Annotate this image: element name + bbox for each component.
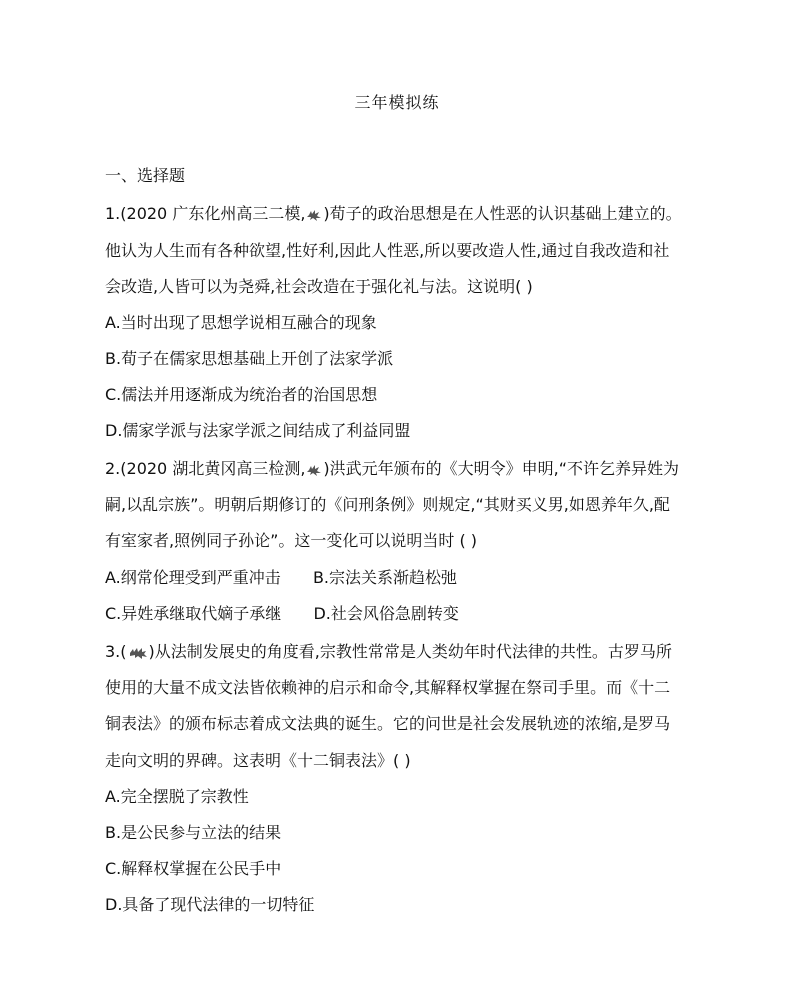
question-2-line-2: 嗣,以乱宗族”。明朝后期修订的《问刑条例》则规定,“其财买义男,如恩养年久,配	[105, 495, 670, 514]
question-1-option-b[interactable]: B.荀子在儒家思想基础上开创了法家学派	[105, 349, 394, 368]
question-2-options-row-2	[105, 603, 459, 625]
question-3-option-d[interactable]: D.具备了现代法律的一切特征	[105, 895, 315, 914]
question-3-line-2: 使用的大量不成文法皆依赖神的启示和命令,其解释权掌握在祭司手里。而《十二	[105, 678, 671, 697]
question-1-option-c[interactable]: C.儒法并用逐渐成为统治者的治国思想	[105, 385, 378, 404]
question-2-stem-start: )洪武元年颁布的《大明令》申明,“不许乞养异姓为	[323, 459, 680, 478]
question-2-option-c[interactable]: C.异姓承继取代嫡子承继	[105, 604, 282, 623]
question-3-stem-start: )从法制发展史的角度看,宗教性常常是人类幼年时代法律的共性。古罗马所	[148, 642, 672, 661]
question-1-line-2: 他认为人生而有各种欲望,性好利,因此人性恶,所以要改造人性,通过自我改造和社	[105, 241, 670, 260]
question-1-stem-start: )荀子的政治思想是在人性恶的认识基础上建立的。	[323, 204, 682, 223]
question-1-option-a[interactable]: A.当时出现了思想学说相互融合的现象	[105, 313, 377, 332]
question-1-line-3: 会改造,人皆可以为尧舜,社会改造在于强化礼与法。这说明( )	[105, 277, 533, 296]
question-2-option-d[interactable]: D.社会风俗急剧转变	[313, 604, 459, 623]
question-2-option-b[interactable]: B.宗法关系渐趋松弛	[312, 568, 458, 587]
question-2-options-row-1	[105, 567, 457, 589]
question-3-line-1	[105, 641, 672, 663]
difficulty-star-icon	[128, 647, 148, 659]
difficulty-star-icon	[306, 464, 322, 476]
question-1-line-1	[105, 203, 682, 225]
question-1-source: 1.(2020 广东化州高三二模,	[105, 204, 306, 223]
difficulty-star-icon	[306, 209, 322, 221]
question-3-option-a[interactable]: A.完全摆脱了宗教性	[105, 787, 249, 806]
question-3-option-c[interactable]: C.解释权掌握在公民手中	[105, 859, 282, 878]
section-heading: 一、选择题	[105, 166, 186, 185]
question-3-line-4: 走向文明的界碑。这表明《十二铜表法》( )	[105, 751, 411, 770]
question-1-option-d[interactable]: D.儒家学派与法家学派之间结成了利益同盟	[105, 421, 411, 440]
question-2-line-3: 有室家者,照例同子孙论”。这一变化可以说明当时 ( )	[105, 531, 478, 550]
question-2-source: 2.(2020 湖北黄冈高三检测,	[105, 459, 306, 478]
question-2-option-a[interactable]: A.纲常伦理受到严重冲击	[105, 568, 281, 587]
question-3-number: 3.(	[105, 642, 127, 661]
question-2-line-1	[105, 458, 679, 480]
question-3-line-3: 铜表法》的颁布标志着成文法典的诞生。它的问世是社会发展轨迹的浓缩,是罗马	[105, 714, 671, 733]
question-3-option-b[interactable]: B.是公民参与立法的结果	[105, 823, 282, 842]
page-title: 三年模拟练	[354, 93, 440, 112]
